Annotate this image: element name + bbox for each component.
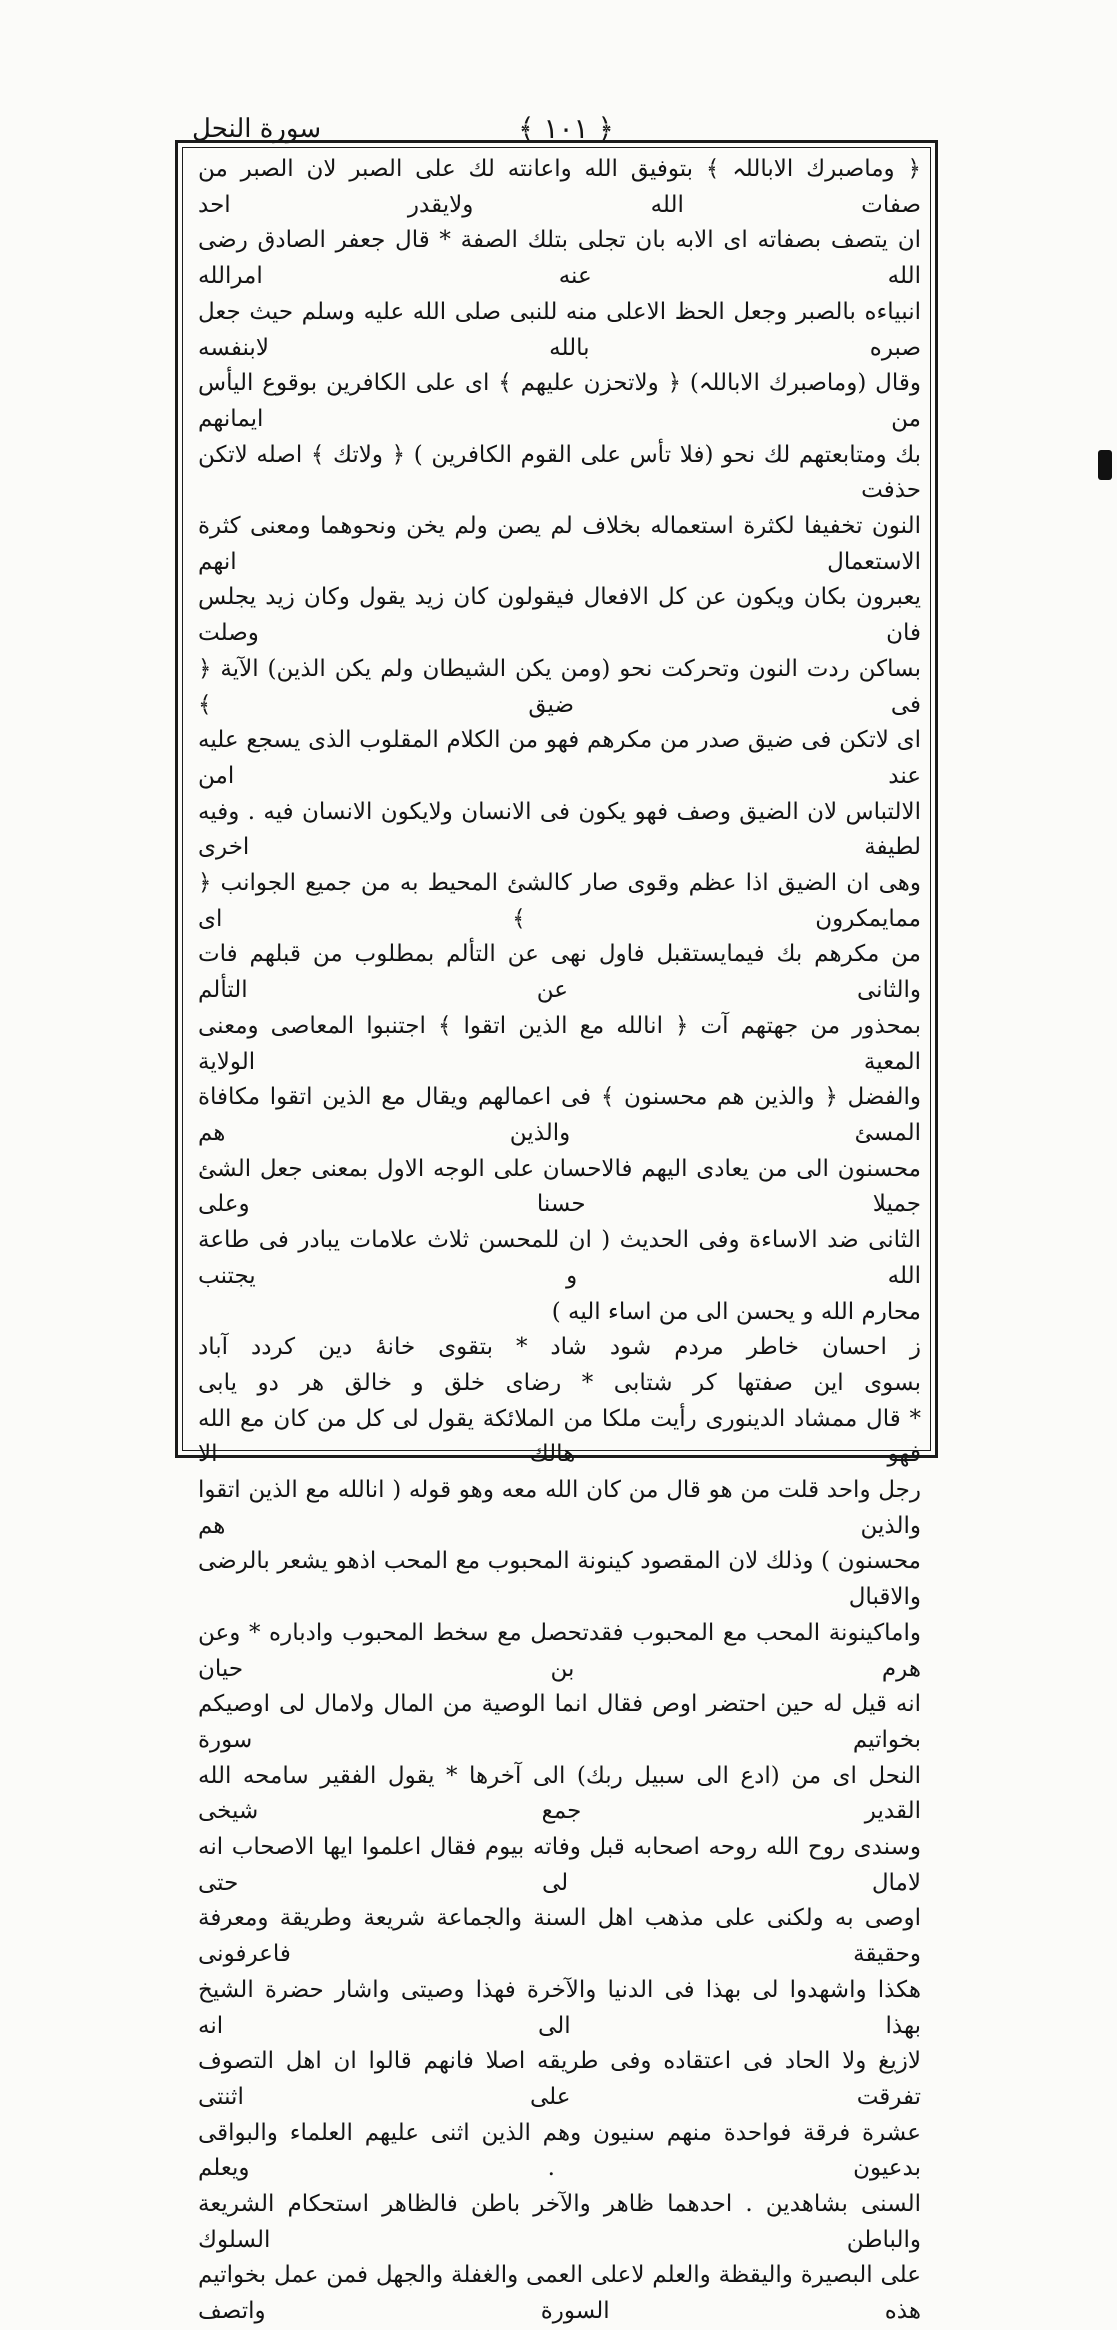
text-line: وهى ان الضيق اذا عظم وقوى صار كالشئ المحيط به من جميع الجوانب ﴿ ممايمكرون ﴾ اى bbox=[198, 870, 921, 932]
verse-line: بسوى اين صفتها كر شتابى * رضاى خلق و خالق هر دو يابى bbox=[198, 1369, 921, 1396]
text-line: رجل واحد قلت من هو قال من كان الله معه وهو قوله ( انالله مع الذين اتقوا والذين هم bbox=[198, 1477, 921, 1539]
text-line: وسندى روح الله روحه اصحابه قبل وفاته بيوم فقال اعلموا ايها الاصحاب انه لامال لى حتى bbox=[198, 1834, 921, 1896]
text-line: عشرة فرقة فواحدة منهم سنيون وهم الذين اثنى عليهم العلماء والبواقى بدعيون . ويعلم bbox=[198, 2119, 921, 2182]
verse-line: ز احسان خاطر مردم شود شاد * بتقوى خانۀ دين كردد آباد bbox=[198, 1334, 921, 1361]
text-line: * قال ممشاد الدينورى رأيت ملكا من الملائكة يقول لى كل من كان مع الله فهو هالك الا bbox=[198, 1405, 921, 1468]
text-line: النحل اى من (ادع الى سبيل ربك) الى آخرها * يقول الفقير سامحه الله القدير جمع شيخى bbox=[198, 1762, 921, 1825]
text-line: بك ومتابعتهم لك نحو (فلا تأس على القوم الكافرين ) ﴿ ولاتك ﴾ اصله لاتكن حذفت bbox=[198, 441, 921, 504]
text-line: انه قيل له حين احتضر اوص فقال انما الوصية من المال ولامال لى اوصيكم بخواتيم سورة bbox=[198, 1691, 921, 1753]
text-line: اوصى به ولكنى على مذهب اهل السنة والجماعة شريعة وطريقة ومعرفة وحقيقة فاعرفونى bbox=[198, 1905, 921, 1968]
text-line: محسنون الى من يعادى اليهم فالاحسان على الوجه الاول بمعنى جعل الشئ جميلا حسنا وعلى bbox=[198, 1155, 921, 1218]
page-number: ﴾ ١٠١ ﴿ bbox=[518, 112, 614, 145]
persian-verses bbox=[198, 1330, 921, 1401]
text-line: ان يتصف بصفاته اى الابه بان تجلى بتلك الصفة * قال جعفر الصادق رضى الله عنه امرالله bbox=[198, 227, 921, 290]
text-line: والفضل ﴿ والذين هم محسنون ﴾ فى اعمالهم ويقال مع الذين اتقوا مكافاة المسئ والذين هم bbox=[198, 1084, 921, 1146]
text-line: وقال (وماصبرك الاباللہ) ﴿ ولاتحزن عليهم ﴾ اى على الكافرين بوقوع اليأس من ايمانهم bbox=[198, 370, 921, 432]
text-line: يعبرون بكان ويكون عن كل الافعال فيقولون كان زيد يقول وكان زيد يجلس فان وصلت bbox=[198, 584, 921, 647]
text-line: على البصيرة واليقظة والعلم لاعلى العمى والغفلة والجهل فمن عمل بخواتيم هذه السورة واتصف bbox=[198, 2262, 921, 2325]
paragraph-1 bbox=[198, 152, 921, 1330]
text-line: اى لاتكن فى ضيق صدر من مكرهم فهو من الكلام المقلوب الذى يسجع عليه عند امن bbox=[198, 727, 921, 789]
surah-name: سورة النحل bbox=[192, 114, 322, 144]
text-line: انبياءه بالصبر وجعل الحظ الاعلى منه للنبى صلى الله عليه وسلم حيث جعل صبره بالله لابنفسه bbox=[198, 298, 921, 361]
text-line: محارم الله و يحسن الى من اساء اليه ) bbox=[551, 1298, 921, 1325]
text-line: الالتباس لان الضيق وصف فهو يكون فى الانسان ولايكون الانسان فيه . وفيه لطيفة اخرى bbox=[198, 798, 921, 861]
page-body bbox=[198, 152, 921, 2330]
paragraph-2 bbox=[198, 1402, 921, 2330]
text-line: واماكينونة المحب مع المحبوب فقدتحصل مع سخط المحبوب وادباره * وعن هرم بن حيان bbox=[198, 1619, 921, 1682]
text-line: محسنون ) وذلك لان المقصود كينونة المحبوب مع المحب اذهو يشعر بالرضى والاقبال bbox=[198, 1548, 921, 1611]
text-line: هكذا واشهدوا لى بهذا فى الدنيا والآخرة فهذا وصيتى واشار حضرة الشيخ بهذا الى انه bbox=[198, 1976, 921, 2039]
text-line: من مكرهم بك فيمايستقبل فاول نهى عن التألم بمطلوب من قبلهم فات والثانى عن التألم bbox=[198, 941, 921, 1004]
text-line: لازيغ ولا الحاد فى اعتقاده وفى طريقه اصلا فانهم قالوا ان اهل التصوف تفرقت على اثنتى bbox=[198, 2048, 921, 2110]
text-line: الثانى ضد الاساءة وفى الحديث ( ان للمحسن ثلاث علامات يبادر فى طاعة الله و يجتنب bbox=[198, 1227, 921, 1289]
margin-ink-mark bbox=[1098, 450, 1112, 480]
text-line: بمحذور من جهتهم آت ﴿ انالله مع الذين اتقوا ﴾ اجتنبوا المعاصى ومعنى المعية الولاية bbox=[198, 1012, 921, 1075]
text-line: السنى بشاهدين . احدهما ظاهر والآخر باطن فالظاهر استحكام الشريعة والباطن السلوك bbox=[198, 2191, 921, 2253]
text-line: النون تخفيفا لكثرة استعماله بخلاف لم يصن ولم يخن ونحوهما ومعنى كثرة الاستعمال انهم bbox=[198, 513, 921, 575]
text-line: بساكن ردت النون وتحركت نحو (ومن يكن الشيطان ولم يكن الذين) الآية ﴿ فى ضيق ﴾ bbox=[198, 655, 921, 718]
text-line: ﴿ وماصبرك الاباللہ ﴾ بتوفيق الله واعانته لك على الصبر لان الصبر من صفات الله ولايقدر احد bbox=[198, 156, 921, 218]
